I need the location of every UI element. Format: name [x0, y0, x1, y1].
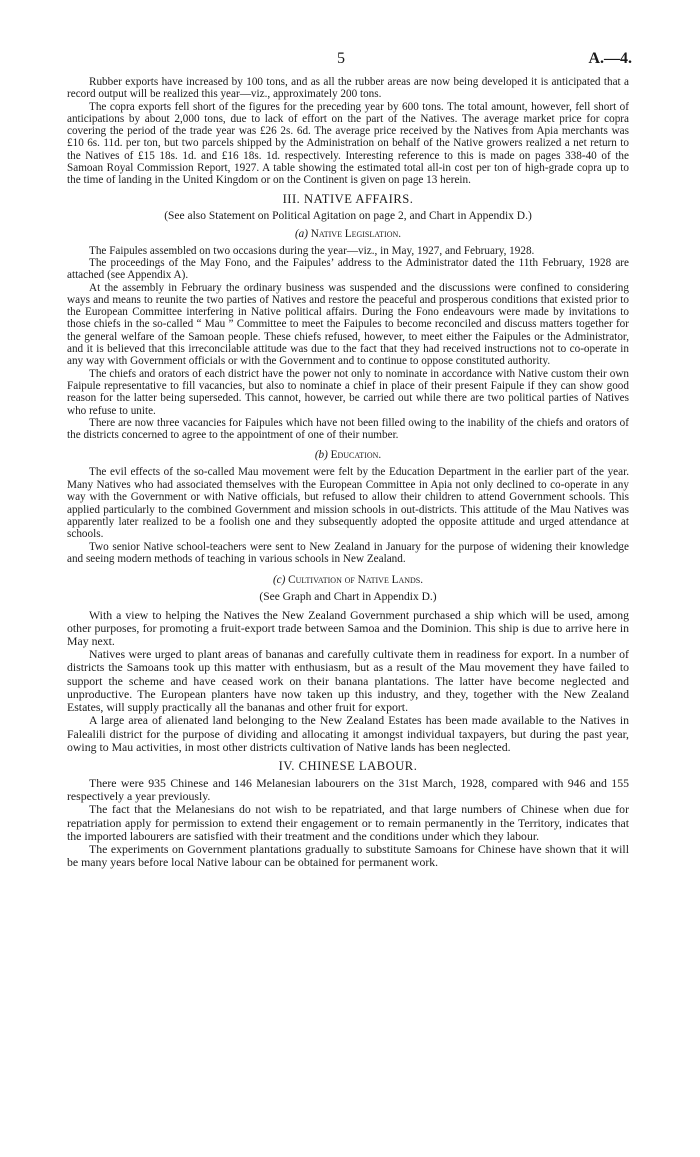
education-block	[67, 449, 629, 565]
paragraph: There were 935 Chinese and 146 Melanesian labourers on the 31st March, 1928, compared with 946 and 155 respectively a year previously.	[67, 775, 629, 804]
paragraph: Rubber exports have increased by 100 tons, and as all the rubber areas are now being developed it is anticipated that a record output will be realized this year—viz., approximately 200 tons.	[67, 76, 629, 101]
section-heading: IV. CHINESE LABOUR.	[278, 758, 418, 773]
document-reference: A.—4.	[588, 50, 632, 67]
paragraph: The experiments on Government plantations gradually to substitute Samoans for Chinese have shown that it will be many years before local Native labour can be obtained for permanent work.	[67, 841, 629, 870]
subsection-label: (a)	[294, 227, 308, 240]
subsection-heading	[67, 228, 629, 241]
document-page	[67, 50, 632, 870]
subsection-heading	[67, 449, 629, 462]
subsection-label: (c)	[272, 573, 286, 586]
intro-section	[67, 76, 629, 187]
subsection-note: (See Graph and Chart in Appendix D.)	[259, 590, 437, 603]
subsection-title: Education.	[330, 449, 382, 462]
page-number: 5	[337, 50, 345, 67]
section-note: (See also Statement on Political Agitation on page 2, and Chart in Appendix D.)	[164, 209, 532, 222]
paragraph: Natives were urged to plant areas of bananas and carefully cultivate them in readiness for export. In a number of districts the Samoans took up this matter with enthusiasm, but as a result of the Mau movement they have failed to support the scheme and have ceased work on their banana plantations. The latter have become neglected and unproductive. The European planters have now taken up this industry, and they, together with the New Zealand Estates, will supply practically all the bananas and other fruit for export.	[67, 647, 629, 715]
paragraph: There are now three vacancies for Faipules which have not been filled owing to the inability of the chiefs and orators of the districts concerned to agree to the appointment of one of their number.	[67, 416, 629, 442]
subsection-title: Cultivation of Native Lands.	[288, 573, 424, 586]
section-native-affairs	[67, 192, 629, 754]
paragraph: The evil effects of the so-called Mau movement were felt by the Education Department in the earlier part of the year. Many Natives who had associated themselves with the European Committee in Apia not only declined to co-operate in any way with the Government or with Native officials, but refused to allow their children to attend Government schools. This applied particularly to the combined Government and mission schools in out-districts. This attitude of the Mau Natives was apparently later realized to be a foolish one and they subsequently adopted the opposite attitude and urged attendance at schools.	[67, 466, 629, 541]
paragraph: The fact that the Melanesians do not wish to be repatriated, and that large numbers of Chinese when due for repatriation apply for permission to extend their engagement or to remain permanently in the Territory, indicates that the imported labourers are satisfied with their treatment and the conditions under which they labour.	[67, 802, 629, 843]
cultivation-block	[67, 574, 629, 754]
paragraph: With a view to helping the Natives the New Zealand Government purchased a ship which will be used, among other purposes, for promoting a fruit-export trade between Samoa and the Dominion. This ship is due to arrive here in May next.	[67, 607, 629, 649]
section-chinese-labour	[67, 759, 629, 869]
paragraph: The chiefs and orators of each district have the power not only to nominate in accordance with Native custom their own Faipule representative to fill vacancies, but also to nominate a chief in place of their present Faipule if they can show good reason for the latter being superseded. This cannot, however, be carried out while there are two political parties of Natives who refuse to unite.	[67, 367, 629, 417]
page-header	[67, 50, 632, 70]
paragraph: The copra exports fell short of the figures for the preceding year by 600 tons. The total amount, however, fell short of anticipations by about 2,000 tons, due to lack of effort on the part of the Natives. The average market price for copra covering the period of the trade year was £26 2s. 6d. The average price received by the Natives from Apia merchants was £10 6s. 11d. per ton, but two parcels shipped by the Administration on behalf of the Native growers realized a net return to the Natives of £15 18s. 1d. and £16 18s. 1d. respectively. Interesting reference to this is made on pages 338-40 of the Samoan Royal Commission Report, 1927. A table showing the estimated total all-in cost per ton of high-grade copra up to the time of landing in the United Kingdom or on the Continent is given on page 13 herein.	[67, 100, 629, 187]
subsection-heading	[67, 574, 629, 587]
subsection-label: (b)	[314, 449, 328, 462]
paragraph: Two senior Native school-teachers were sent to New Zealand in January for the purpose of widening their knowledge and seeing modern methods of teaching in various schools in New Zealand.	[67, 540, 629, 566]
paragraph: The proceedings of the May Fono, and the Faipules’ address to the Administrator dated the 11th February, 1928 are attached (see Appendix A).	[67, 256, 629, 282]
paragraph: The Faipules assembled on two occasions during the year—viz., in May, 1927, and February, 1928.	[89, 244, 535, 257]
subsection-title: Native Legislation.	[310, 227, 402, 240]
paragraph: At the assembly in February the ordinary business was suspended and the discussions were confined to considering ways and means to reunite the two parties of Natives and restore the peaceful and prosperous conditions that existed prior to the European Committee interfering in Native political affairs. During the Fono endeavours were made by invitations to those chiefs in the so-called “ Mau ” Committee to meet the Faipules to become reconciled and discuss matters together for the general welfare of the Samoan people. These chiefs refused, however, to meet either the Faipules or the Administrator, and it is believed that this irreconcilable attitude was due to the fact that they had received instructions not to co-operate in any way with Government officials or with the Government and to continue to oppose constituted authority.	[67, 281, 629, 368]
section-heading: III. NATIVE AFFAIRS.	[282, 191, 414, 206]
paragraph: A large area of alienated land belonging to the New Zealand Estates has been made available to the Natives in Falealili district for the purpose of dividing and allocating it amongst individual taxpayers, but during the past year, owing to Mau activities, in most other districts cultivation of Native lands has been neglected.	[67, 713, 629, 754]
